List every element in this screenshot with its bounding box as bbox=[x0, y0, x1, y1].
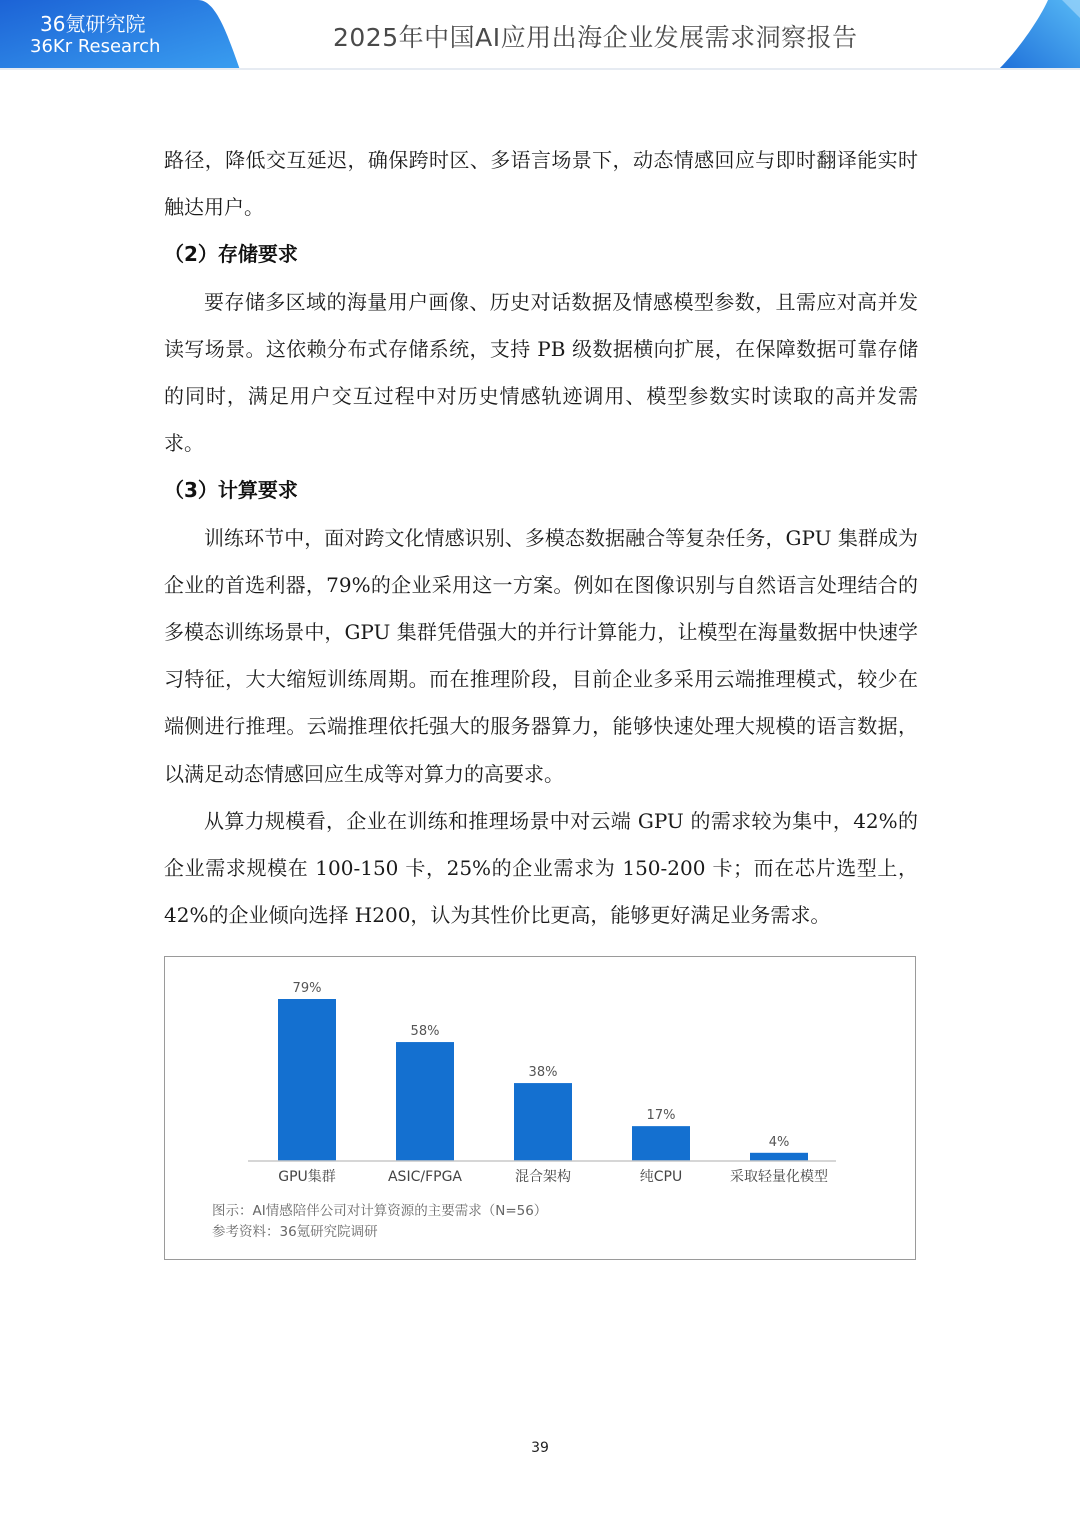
paragraph-compute: 训练环节中，面对跨文化情感识别、多模态数据融合等复杂任务，GPU 集群成为企业的首选利器，79%的企业采用这一方案。例如在图像识别与自然语言处理结合的多模态训练场景中，GPU 集群凭借强大的并行计算能力，让模型在海量数据中快速学习特征，大大缩短训练周期。而在推理阶段，目前企业多采用云端推理模式，较少在端侧进行推理。云端推理依托强大的服务器算力，能够快速处理大规模的语言数据，以满足动态情感回应生成等对算力的高要求。 bbox=[164, 525, 918, 786]
data-label-3: 38% bbox=[528, 1065, 558, 1081]
corner-decoration-shape bbox=[990, 0, 1080, 70]
category-label-2: ASIC/FPGA bbox=[387, 1169, 463, 1185]
paragraph-compute-scale: 从算力规模看，企业在训练和推理场景中对云端 GPU 的需求较为集中，42%的企业需求规模在 100-150 卡，25%的企业需求为 150-200 卡；而在芯片选型上，42%的企业倾向选择 H200，认为其性价比更高，能够更好满足业务需求。 bbox=[164, 808, 918, 928]
category-label-5: 采取轻量化模型 bbox=[730, 1169, 828, 1185]
paragraph-storage: 要存储多区域的海量用户画像、历史对话数据及情感模型参数，且需应对高并发读写场景。这依赖分布式存储系统，支持 PB 级数据横向扩展，在保障数据可靠存储的同时，满足用户交互过程中对历史情感轨迹调用、模型参数实时读取的高并发需求。 bbox=[164, 289, 918, 456]
bar-4 bbox=[632, 1126, 690, 1161]
data-label-1: 79% bbox=[292, 981, 322, 996]
bar-5 bbox=[750, 1153, 808, 1161]
bar-chart bbox=[165, 957, 915, 1197]
brand-logo-en: 36Kr Research bbox=[30, 36, 161, 57]
bar-3 bbox=[514, 1083, 572, 1161]
category-label-4: 纯CPU bbox=[639, 1169, 683, 1185]
data-label-4: 17% bbox=[646, 1108, 676, 1124]
page-header bbox=[0, 0, 1080, 70]
caption-source: 参考资料：36氪研究院调研 bbox=[212, 1224, 378, 1240]
main-content bbox=[164, 137, 918, 939]
category-label-1: GPU集群 bbox=[278, 1169, 336, 1185]
section-heading-compute: （3）计算要求 bbox=[164, 478, 298, 503]
data-label-5: 4% bbox=[768, 1134, 790, 1150]
paragraph-network-latency: 路径，降低交互延迟，确保跨时区、多语言场景下，动态情感回应与即时翻译能实时触达用户。 bbox=[164, 148, 918, 220]
page-number: 39 bbox=[531, 1440, 549, 1456]
data-label-2: 58% bbox=[410, 1024, 440, 1040]
report-title: 2025年中国AI应用出海企业发展需求洞察报告 bbox=[333, 23, 858, 52]
bar-2 bbox=[396, 1042, 454, 1161]
category-label-3: 混合架构 bbox=[515, 1169, 571, 1185]
header-divider bbox=[0, 68, 1080, 70]
bar-1 bbox=[278, 999, 336, 1161]
figure-compute-demand bbox=[164, 956, 916, 1260]
caption-figure-title: 图示：AI情感陪伴公司对计算资源的主要需求（N=56） bbox=[212, 1203, 548, 1219]
brand-logo-cn: 36氪研究院 bbox=[40, 12, 146, 36]
figure-caption bbox=[212, 1201, 547, 1243]
section-heading-storage: （2）存储要求 bbox=[164, 242, 298, 267]
